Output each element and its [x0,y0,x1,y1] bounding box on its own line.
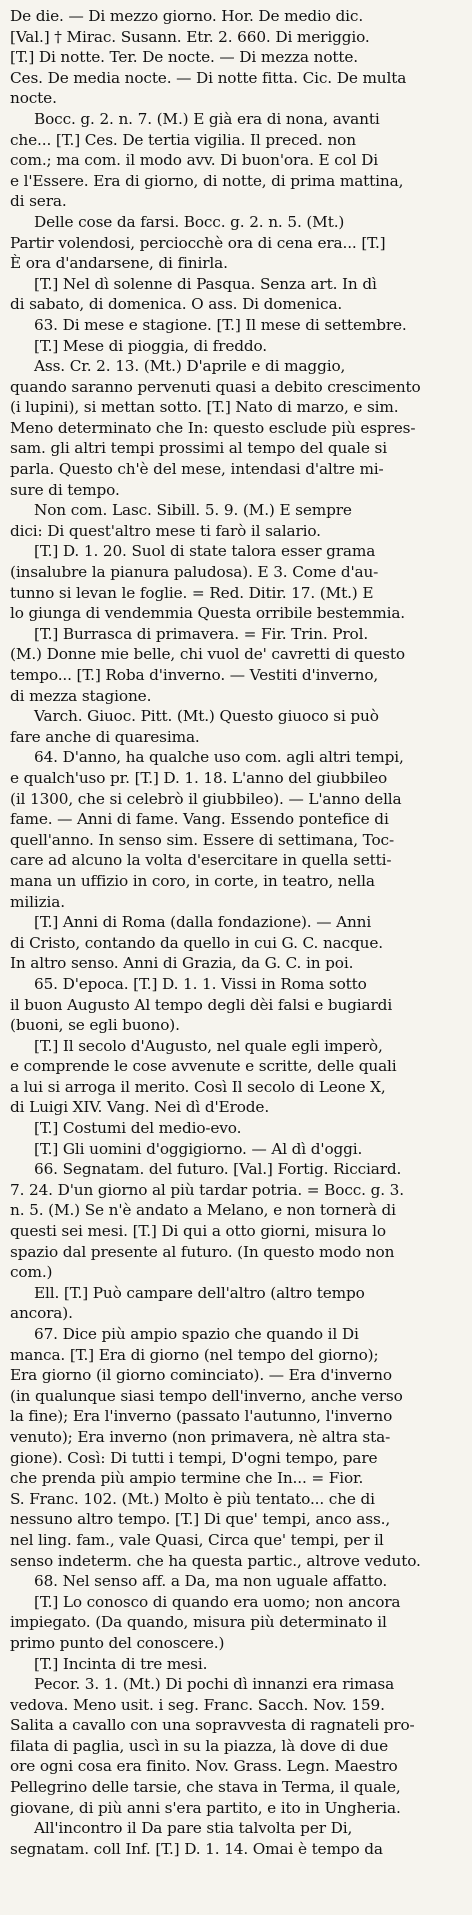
text-line: [T.] Costumi del medio-evo. [34,1119,242,1138]
text-line: Ass. Cr. 2. 13. (Mt.) D'aprile e di maggio, [34,357,346,376]
text-line: lo giunga di vendemmia Questa orribile bestemmia. [10,604,406,623]
text-line: Era giorno (il giorno cominciato). — Era d'inverno [10,1366,392,1385]
text-line: (M.) Donne mie belle, chi vuol de' cavretti di questo [10,645,405,664]
text-line: di Cristo, contando da quello in cui G. C. nacque. [10,933,383,952]
text-line: [T.] Gli uomini d'oggigiorno. — Al dì d'oggi. [34,1139,363,1158]
text-line: di Luigi XIV. Vang. Nei dì d'Erode. [10,1098,270,1117]
text-line: 7. 24. D'un giorno al più tardar potria. = Bocc. g. 3. [10,1180,404,1199]
text-line: la fine); Era l'inverno (passato l'autunno, l'inverno [10,1407,393,1426]
text-line: di mezza stagione. [10,686,152,705]
text-line: De die. — Di mezzo giorno. Hor. De medio dic. [10,7,364,25]
text-line: com.) [10,1263,53,1282]
text-line: (il 1300, che si celebrò il giubbileo). — L'anno della [10,789,402,808]
text-line: Pecor. 3. 1. (Mt.) Di pochi dì innanzi era rimasa [34,1675,395,1694]
text-line: S. Franc. 102. (Mt.) Molto è più tentato... che di [10,1489,375,1508]
text-line: 64. D'anno, ha qualche uso com. agli altri tempi, [34,748,404,767]
text-line: [T.] Lo conosco di quando era uomo; non ancora [34,1592,401,1611]
text-line: tempo... [T.] Roba d'inverno. — Vestiti d'inverno, [10,666,379,684]
text-line: [T.] Di notte. Ter. De nocte. — Di mezza notte. [10,48,358,67]
text-line: [T.] Il secolo d'Augusto, nel quale egli imperò, [34,1036,383,1055]
text-line: nel ling. fam., vale Quasi, Circa que' tempi, per il [10,1530,384,1549]
text-line: di sera. [10,192,67,211]
text-line: In altro senso. Anni di Grazia, da G. C. in poi. [10,954,354,973]
text-line: n. 5. (M.) Se n'è andato a Melano, e non tornerà di [10,1201,396,1220]
text-line: ore ogni cosa era finito. Nov. Grass. Legn. Maestro [10,1757,398,1776]
text-line: Ell. [T.] Può campare dell'altro (altro tempo [34,1283,365,1302]
text-line: ancora). [10,1304,73,1323]
text-line: 63. Di mese e stagione. [T.] Il mese di settembre. [34,315,407,334]
text-line: [T.] Burrasca di primavera. = Fir. Trin. Prol. [34,624,369,643]
text-line: 66. Segnatam. del futuro. [Val.] Fortig. Ricciard. [34,1160,402,1179]
text-line: di sabato, di domenica. O ass. Di domenica. [10,295,343,314]
text-line: quell'anno. In senso sim. Essere di settimana, Toc- [10,830,394,849]
text-line: fare anche di quaresima. [10,727,200,746]
text-line: 67. Dice più ampio spazio che quando il Di [34,1325,359,1343]
text-line: nocte. [10,89,57,108]
text-line: e comprende le cose avvenute e scritte, delle quali [10,1057,397,1076]
text-line: il buon Augusto Al tempo degli dèi falsi e bugiardi [10,995,393,1014]
text-line: spazio dal presente al futuro. (In questo modo non [10,1242,395,1261]
text-line: primo punto del conoscere.) [10,1633,225,1652]
text-line: senso indeterm. che ha questa partic., altrove veduto. [10,1551,421,1570]
text-line: fame. — Anni di fame. Vang. Essendo pontefice di [10,810,389,829]
text-line: 65. D'epoca. [T.] D. 1. 1. Vissi in Roma sotto [34,974,367,993]
text-line: venuto); Era inverno (non primavera, nè altra sta- [10,1427,391,1446]
text-line: impiegato. (Da quando, misura più determinato il [10,1613,387,1632]
text-line: È ora d'andarsene, di finirla. [10,254,228,273]
text-line: Non com. Lasc. Sibill. 5. 9. (M.) E sempre [34,501,352,520]
text-line: (insalubre la pianura paludosa). E 3. Come d'au- [10,563,379,582]
text-line: Meno determinato che In: questo esclude più espres- [10,418,416,437]
text-line: gione). Così: Di tutti i tempi, D'ogni tempo, pare [10,1448,378,1467]
text-line: filata di paglia, uscì in su la piazza, là dove di due [10,1736,388,1755]
text-line: All'incontro il Da pare stia talvolta per Di, [34,1819,353,1838]
text-line: parla. Questo ch'è del mese, intendasi d'altre mi- [10,460,384,479]
text-line: [T.] D. 1. 20. Suol di state talora esser grama [34,542,376,561]
text-line: 68. Nel senso aff. a Da, ma non uguale affatto. [34,1572,388,1591]
text-line: e qualch'uso pr. [T.] D. 1. 18. L'anno del giubbileo [10,768,388,787]
text-line: Ces. De media nocte. — Di notte fitta. Cic. De multa [10,68,407,87]
text-line: com.; ma com. il modo avv. Di buon'ora. E col Di [10,151,379,170]
text-line: [T.] Anni di Roma (dalla fondazione). — Anni [34,913,372,932]
text-line: nessuno altro tempo. [T.] Di que' tempi, anco ass., [10,1510,391,1529]
text-line: Pellegrino delle tarsie, che stava in Terma, il quale, [10,1778,401,1797]
text-line: mana un uffizio in coro, in corte, in teatro, nella [10,871,375,890]
text-column [10,6,464,1859]
text-line: questi sei mesi. [T.] Di qui a otto giorni, misura lo [10,1222,386,1241]
text-line: [T.] Incinta di tre mesi. [34,1654,208,1673]
text-line: Varch. Giuoc. Pitt. (Mt.) Questo giuoco si può [34,707,379,726]
text-line: tunno si levan le foglie. = Red. Ditir. 17. (Mt.) E [10,583,374,602]
text-line: Bocc. g. 2. n. 7. (M.) E già era di nona, avanti [34,109,380,128]
text-line: (i lupini), si mettan sotto. [T.] Nato di marzo, e sim. [10,398,399,417]
text-line: e l'Essere. Era di giorno, di notte, di prima mattina, [10,171,404,190]
text-line: vedova. Meno usit. i seg. Franc. Sacch. Nov. 159. [10,1695,385,1714]
text-line: sam. gli altri tempi prossimi al tempo del quale si [10,439,387,458]
text-line: milizia. [10,892,65,911]
text-line: Partir volendosi, perciocchè ora di cena era... [T.] [10,233,386,252]
text-line: quando saranno pervenuti quasi a debito crescimento [10,377,421,396]
text-line: manca. [T.] Era di giorno (nel tempo del giorno); [10,1345,379,1364]
text-line: [T.] Nel dì solenne di Pasqua. Senza art. In dì [34,274,377,293]
text-line: Salita a cavallo con una sopravvesta di ragnateli pro- [10,1716,415,1735]
text-line: segnatam. coll Inf. [T.] D. 1. 14. Omai è tempo da [10,1839,383,1858]
text-line: giovane, di più anni s'era partito, e ito in Ungheria. [10,1798,401,1817]
text-line: (buoni, se egli buono). [10,1016,180,1035]
text-line: Delle cose da farsi. Bocc. g. 2. n. 5. (Mt.) [34,212,345,231]
text-line: [Val.] † Mirac. Susann. Etr. 2. 660. Di meriggio. [10,27,370,46]
text-line: che... [T.] Ces. De tertia vigilia. Il preced. non [10,130,356,149]
text-line: (in qualunque siasi tempo dell'inverno, anche verso [10,1386,403,1405]
text-line: dici: Di quest'altro mese ti farò il salario. [10,521,321,540]
text-line: [T.] Mese di pioggia, di freddo. [34,336,268,355]
text-line: a lui si arroga il merito. Così Il secolo di Leone X, [10,1077,386,1096]
text-line: care ad alcuno la volta d'esercitare in quella setti- [10,851,392,870]
text-line: che prenda più ampio termine che In... = Fior. [10,1469,364,1488]
text-line: sure di tempo. [10,480,120,499]
